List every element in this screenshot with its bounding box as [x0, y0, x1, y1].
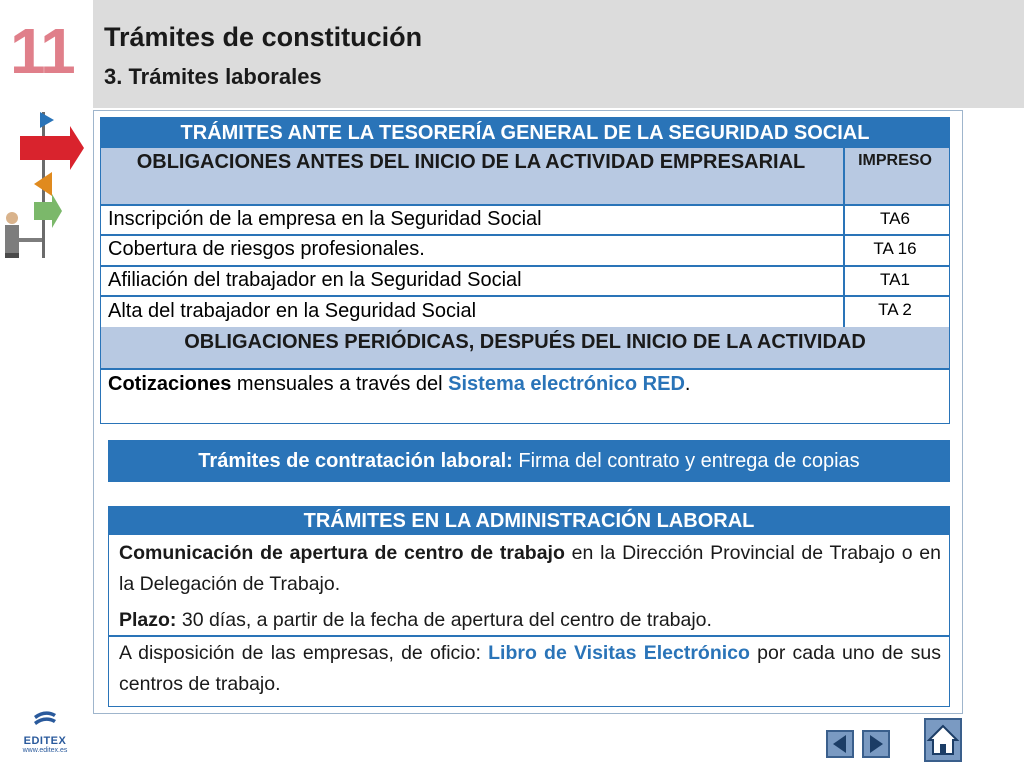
row-label: Alta del trabajador en la Seguridad Social — [108, 300, 477, 322]
table-row — [101, 297, 949, 327]
row-form: TA 2 — [878, 300, 912, 319]
pre-activity-header-row — [101, 148, 949, 204]
tgss-table — [100, 117, 950, 424]
arrow-left-icon — [828, 732, 852, 756]
periodic-text-bold: Cotizaciones — [108, 373, 232, 395]
row-label: Afiliación del trabajador en la Seguridad Social — [108, 269, 522, 291]
table-row — [101, 267, 949, 295]
table-row — [101, 236, 949, 264]
row-form: TA1 — [880, 270, 910, 289]
periodic-text-row — [101, 370, 949, 422]
chapter-number: 11 — [10, 15, 74, 87]
admin-p2-bold: Plazo: — [119, 609, 177, 631]
admin-p3-end: por cada uno de sus centros de trabajo. — [119, 642, 941, 695]
logo-url: www.editex.es — [22, 747, 68, 754]
pre-activity-header: OBLIGACIONES ANTES DEL INICIO DE LA ACTIVIDAD EMPRESARIAL — [136, 151, 806, 173]
row-label: Inscripción de la empresa en la Seguridad Social — [108, 208, 542, 230]
admin-table-title: TRÁMITES EN LA ADMINISTRACIÓN LABORAL — [109, 507, 949, 535]
previous-slide-button[interactable] — [826, 730, 854, 758]
tgss-table-title: TRÁMITES ANTE LA TESORERÍA GENERAL DE LA SEGURIDAD SOCIAL — [101, 118, 949, 148]
admin-p3-text: A disposición de las empresas, de oficio: — [119, 642, 489, 664]
periodic-text — [108, 373, 690, 396]
row-label: Cobertura de riesgos profesionales. — [108, 238, 425, 260]
home-icon — [926, 720, 960, 760]
signpost-person-icon — [0, 108, 90, 260]
header-band — [93, 0, 1024, 108]
periodic-text-end: . — [684, 373, 691, 395]
editex-logo — [14, 708, 76, 754]
admin-p1-text: en la Dirección Provincial de Trabajo o en la Delegación de Trabajo. — [119, 542, 941, 595]
periodic-header: OBLIGACIONES PERIÓDICAS, DESPUÉS DEL INICIO DE LA ACTIVIDAD — [184, 331, 866, 353]
admin-p3-accent: Libro de Visitas Electrónico — [488, 642, 750, 664]
page-subtitle: 3. Trámites laborales — [104, 64, 322, 89]
row-form: TA6 — [880, 209, 910, 228]
admin-table — [108, 506, 950, 707]
contract-banner-bold: Trámites de contratación laboral: — [198, 450, 513, 472]
home-button[interactable] — [924, 718, 962, 762]
periodic-text-middle: mensuales a través del — [231, 373, 449, 395]
editex-logo-icon — [30, 708, 60, 730]
contract-banner-text: Firma del contrato y entrega de copias — [512, 450, 860, 472]
admin-paragraph-1 — [119, 538, 941, 600]
page-title: Trámites de constitución — [104, 22, 423, 52]
table-row — [101, 206, 949, 234]
next-slide-button[interactable] — [862, 730, 890, 758]
arrow-right-icon — [864, 732, 888, 756]
admin-paragraph-2 — [119, 605, 941, 636]
logo-word: EDITEX — [23, 735, 67, 747]
periodic-header-row — [101, 327, 949, 369]
admin-paragraph-3 — [119, 638, 941, 700]
form-column-header: IMPRESO — [858, 152, 932, 169]
row-form: TA 16 — [873, 239, 917, 258]
contract-banner — [108, 440, 950, 482]
admin-p2-text: 30 días, a partir de la fecha de apertura del centro de trabajo. — [176, 609, 712, 631]
admin-p1-bold: Comunicación de apertura de centro de trabajo — [119, 542, 565, 564]
periodic-text-accent: Sistema electrónico RED — [448, 373, 685, 395]
